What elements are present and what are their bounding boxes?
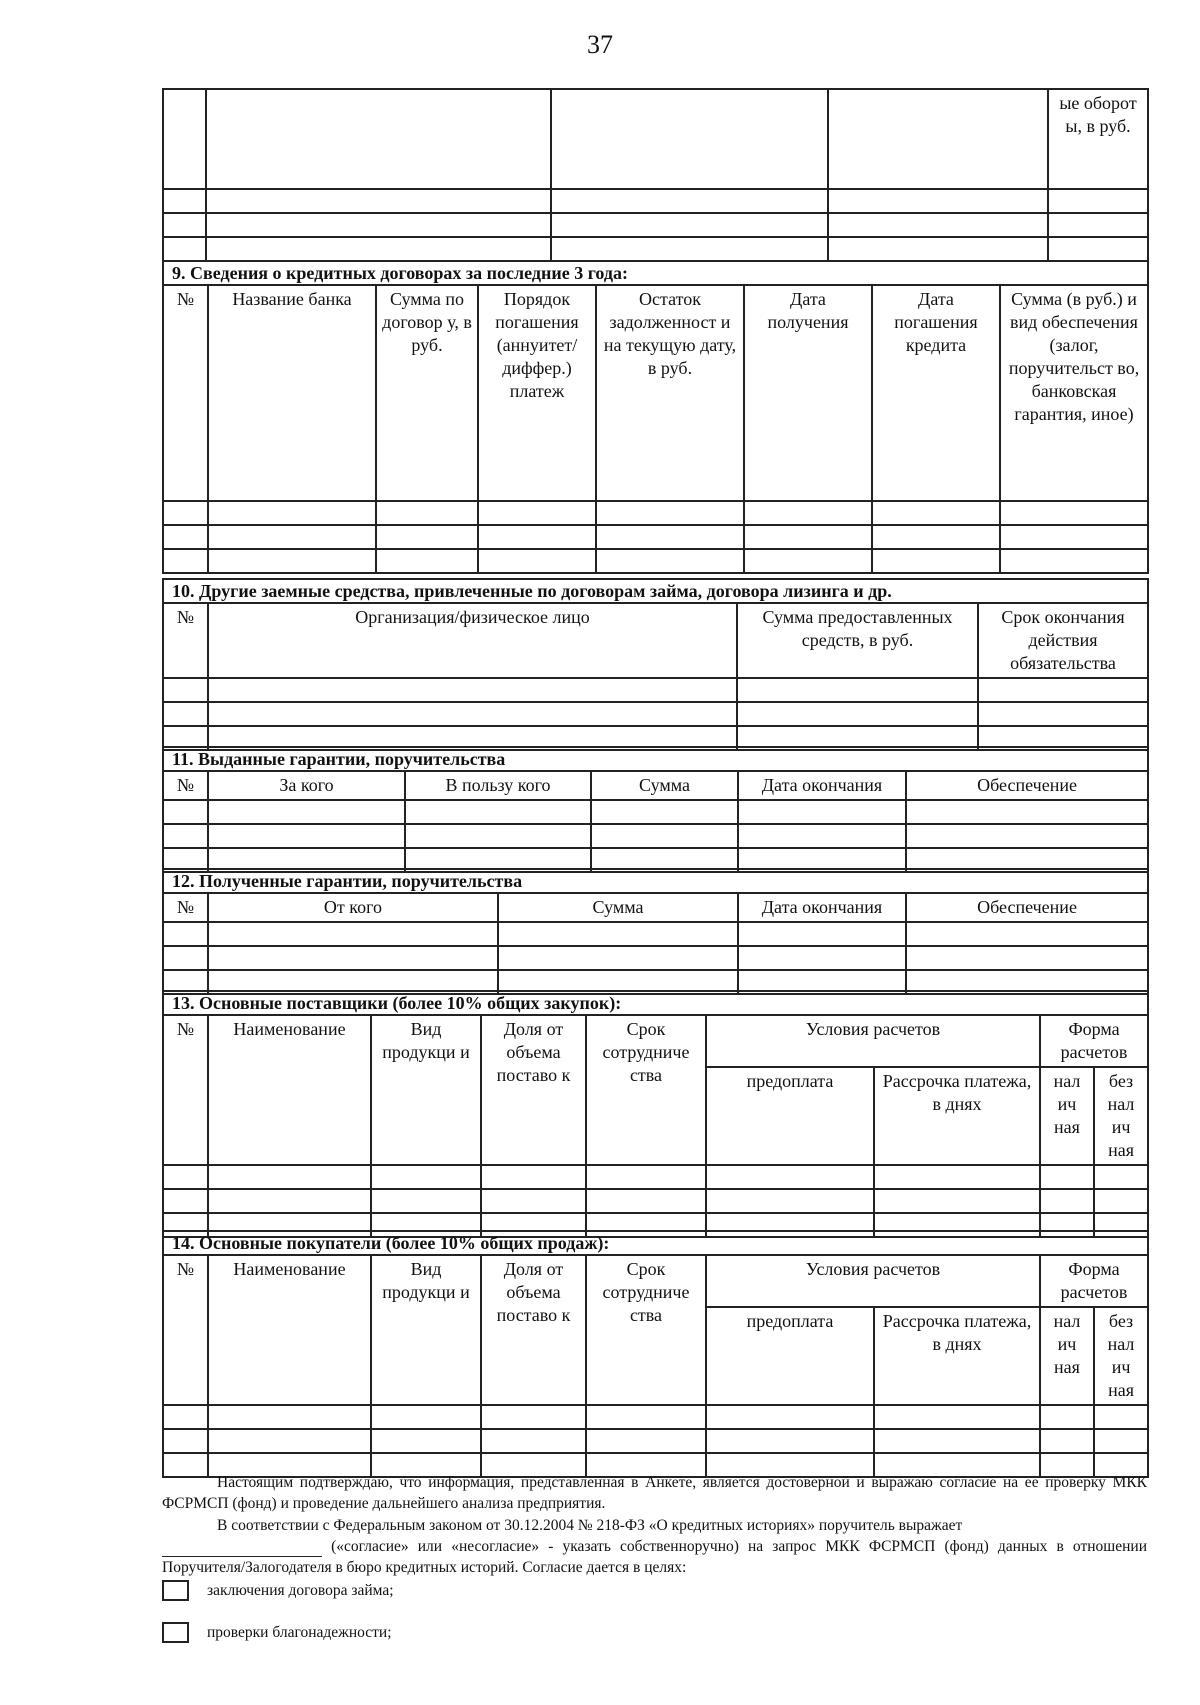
col-amount: Сумма xyxy=(498,893,738,922)
turnover-header: ые оборот ы, в руб. xyxy=(1048,89,1148,189)
credit-history-paragraph-rest: («согласие» или «несогласие» - указать собственноручно) на запрос МКК ФСРМСП (фонд) данных в отношении Поручителя/Залогодателя в бюро кредитных историй. Согласие дается в целях: xyxy=(162,1538,1148,1576)
col-prepayment: предоплата xyxy=(706,1067,874,1165)
col-number: № xyxy=(163,603,208,678)
col-for-whom: За кого xyxy=(208,771,405,800)
consent-input-line[interactable] xyxy=(162,1542,322,1557)
col-cash: нал ич ная xyxy=(1040,1067,1094,1165)
col-repayment-date: Дата погашения кредита xyxy=(872,285,1000,501)
col-bank-name: Название банка xyxy=(208,285,376,501)
col-supply-share: Доля от объема поставо к xyxy=(481,1255,586,1405)
loan-agreement-label: заключения договора займа; xyxy=(207,1581,394,1599)
col-name: Наименование xyxy=(208,1255,371,1405)
col-cash: нал ич ная xyxy=(1040,1307,1094,1405)
col-installment: Рассрочка платежа, в днях xyxy=(874,1067,1040,1165)
col-cooperation-term: Срок сотрудниче ства xyxy=(586,1255,706,1405)
col-payment-form: Форма расчетов xyxy=(1040,1255,1148,1307)
section-12-received-guarantees xyxy=(162,868,1147,995)
col-amount-provided: Сумма предоставленных средств, в руб. xyxy=(737,603,978,678)
section-11-title: 11. Выданные гарантии, поручительства xyxy=(163,747,1148,771)
reliability-check-checkbox[interactable] xyxy=(162,1622,189,1643)
section-13-main-suppliers xyxy=(162,990,1147,1238)
col-installment: Рассрочка платежа, в днях xyxy=(874,1307,1040,1405)
col-prepayment: предоплата xyxy=(706,1307,874,1405)
loan-agreement-checkbox[interactable] xyxy=(162,1580,189,1601)
col-end-date: Дата окончания xyxy=(738,771,906,800)
col-payment-terms: Условия расчетов xyxy=(706,1015,1040,1067)
section-14-main-buyers xyxy=(162,1230,1147,1478)
credit-history-paragraph xyxy=(162,1536,1147,1578)
col-amount: Сумма xyxy=(591,771,738,800)
col-number: № xyxy=(163,285,208,501)
col-from-whom: От кого xyxy=(208,893,498,922)
page-number: 37 xyxy=(587,30,613,59)
col-collateral: Сумма (в руб.) и вид обеспечения (залог, поручительст во, банковская гарантия, иное) xyxy=(1000,285,1148,501)
col-cooperation-term: Срок сотрудниче ства xyxy=(586,1015,706,1165)
col-payment-form: Форма расчетов xyxy=(1040,1015,1148,1067)
section-9-title: 9. Сведения о кредитных договорах за последние 3 года: xyxy=(163,261,1148,285)
col-end-date: Срок окончания действия обязательства xyxy=(978,603,1148,678)
credit-history-paragraph-start: В соответствии с Федеральным законом от 30.12.2004 № 218-ФЗ «О кредитных историях» поручитель выражает xyxy=(217,1517,963,1534)
col-product-type: Вид продукци и xyxy=(371,1015,481,1165)
col-security: Обеспечение xyxy=(906,771,1148,800)
confirmation-paragraph: Настоящим подтверждаю, что информация, представленная в Анкете, является достоверной и выражаю согласие на ее проверку МКК ФСРМСП (фонд) и проведение дальнейшего анализа предприятия. xyxy=(162,1474,1147,1512)
top-table xyxy=(162,88,1147,262)
col-beneficiary: В пользу кого xyxy=(405,771,591,800)
col-organization: Организация/физическое лицо xyxy=(208,603,737,678)
col-number: № xyxy=(163,893,208,922)
col-supply-share: Доля от объема поставо к xyxy=(481,1015,586,1165)
col-receipt-date: Дата получения xyxy=(744,285,872,501)
checkbox-row-loan xyxy=(162,1580,394,1601)
col-debt-balance: Остаток задолженност и на текущую дату, в руб. xyxy=(596,285,744,501)
col-contract-amount: Сумма по договор у, в руб. xyxy=(376,285,478,501)
section-10-title: 10. Другие заемные средства, привлеченные по договорам займа, договора лизинга и др. xyxy=(163,579,1148,603)
col-product-type: Вид продукци и xyxy=(371,1255,481,1405)
section-14-title: 14. Основные покупатели (более 10% общих продаж): xyxy=(163,1231,1148,1255)
section-12-title: 12. Полученные гарантии, поручительства xyxy=(163,869,1148,893)
section-11-issued-guarantees xyxy=(162,746,1147,873)
col-end-date: Дата окончания xyxy=(738,893,906,922)
col-cashless: без нал ич ная xyxy=(1094,1067,1148,1165)
section-13-title: 13. Основные поставщики (более 10% общих закупок): xyxy=(163,991,1148,1015)
col-number: № xyxy=(163,1255,208,1405)
col-name: Наименование xyxy=(208,1015,371,1165)
section-9-credit-agreements xyxy=(162,260,1147,574)
section-10-other-borrowings xyxy=(162,578,1147,751)
col-repayment-order: Порядок погашения (аннуитет/ диффер.) платеж xyxy=(478,285,596,501)
col-number: № xyxy=(163,771,208,800)
col-security: Обеспечение xyxy=(906,893,1148,922)
col-number: № xyxy=(163,1015,208,1165)
checkbox-row-reliability xyxy=(162,1622,392,1643)
col-cashless: без нал ич ная xyxy=(1094,1307,1148,1405)
reliability-check-label: проверки благонадежности; xyxy=(207,1623,392,1641)
col-payment-terms: Условия расчетов xyxy=(706,1255,1040,1307)
